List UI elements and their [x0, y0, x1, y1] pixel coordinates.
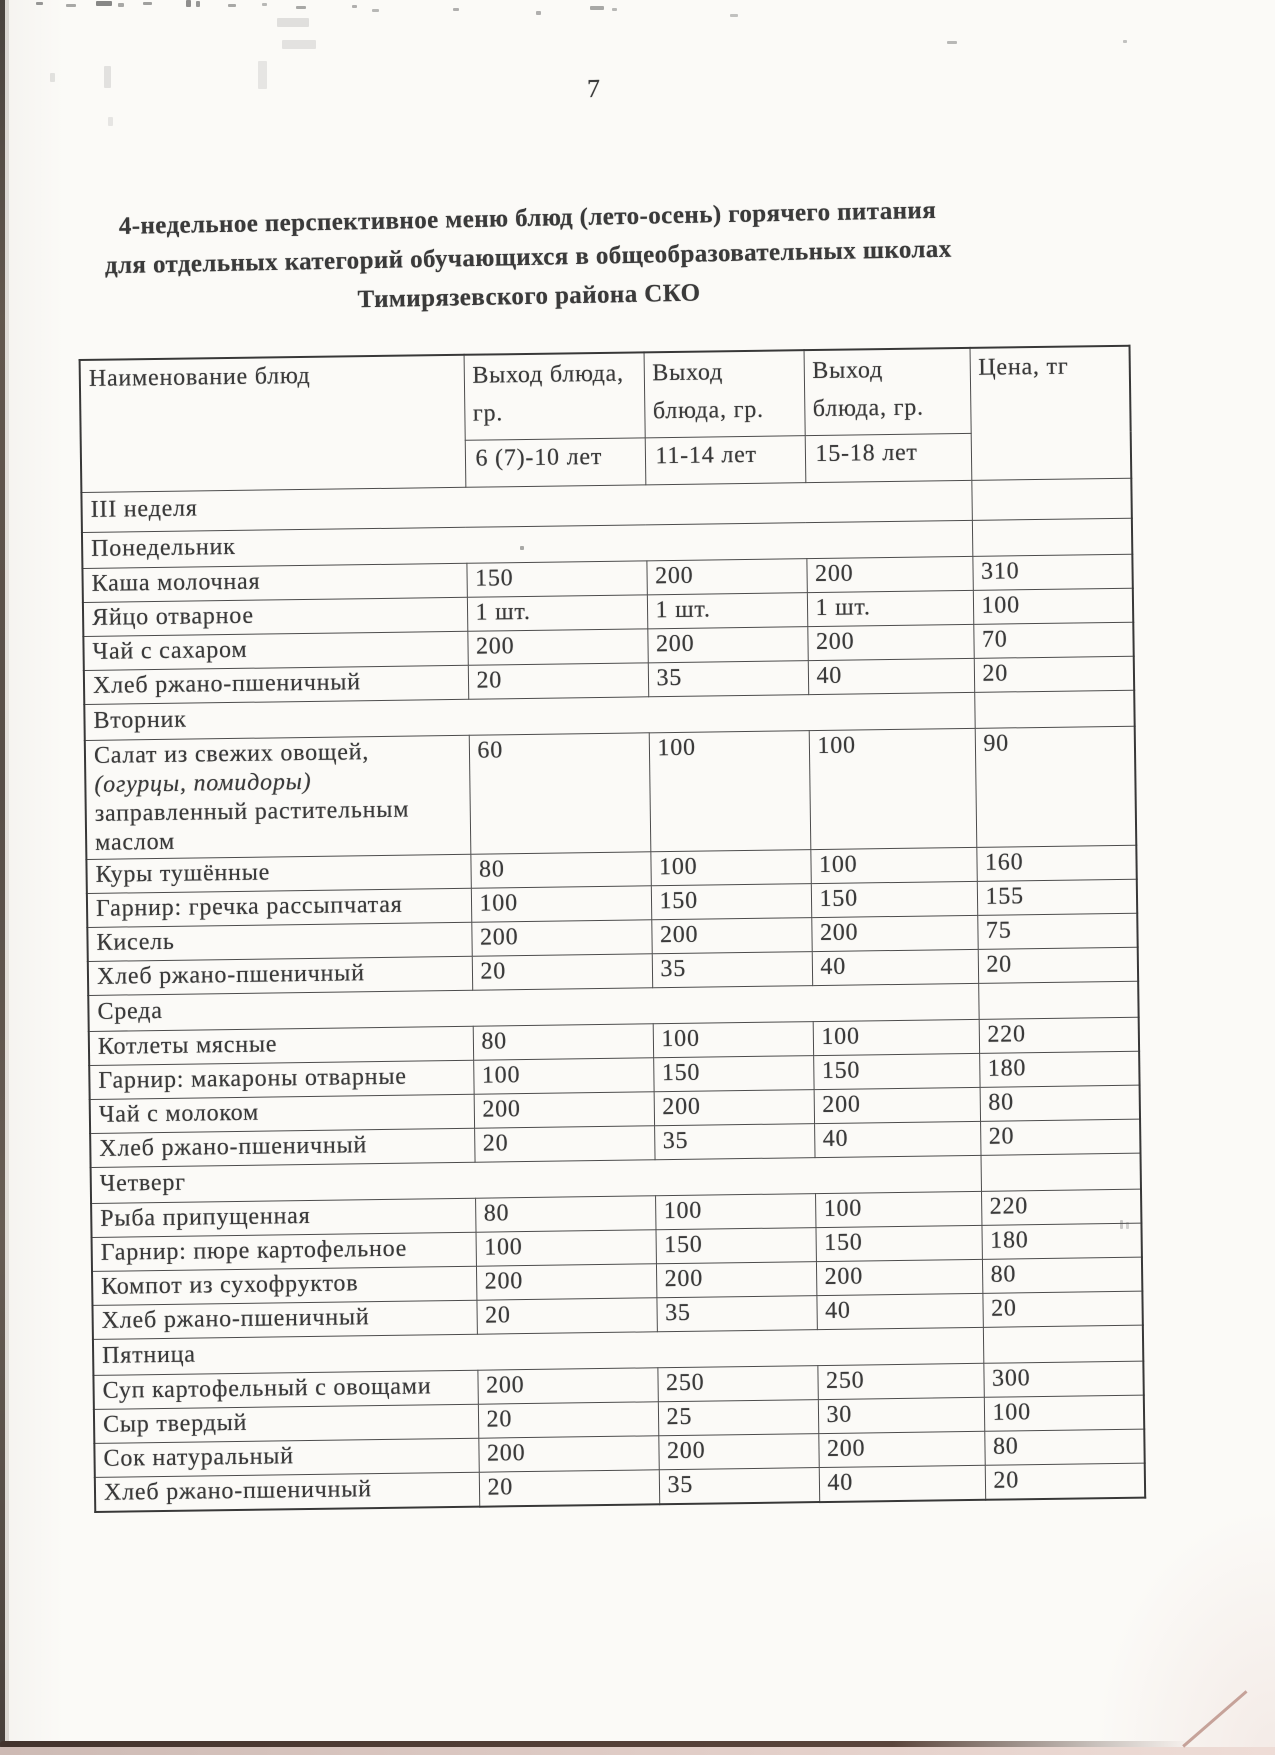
portion-cell-age2: 100 [655, 1194, 815, 1230]
scan-speck [196, 1, 200, 7]
dish-name-line: заправленный растительным [94, 796, 410, 827]
price-cell: 80 [982, 1257, 1142, 1293]
dish-name-cell: Гарнир: гречка рассыпчатая [87, 888, 471, 927]
dish-name-line: Салат из свежих овощей, [93, 739, 370, 769]
day-label-cell: Вторник [84, 692, 974, 740]
portion-cell-age3: 100 [813, 1019, 979, 1055]
dish-name-cell: Куры тушённые [86, 854, 470, 893]
price-cell: 180 [981, 1223, 1141, 1259]
portion-cell-age2: 200 [646, 559, 806, 595]
dish-name-line: маслом [94, 828, 176, 856]
scan-speck [262, 3, 267, 6]
scan-speck [536, 11, 541, 15]
day-price-empty-cell [981, 1153, 1141, 1191]
price-cell: 20 [978, 947, 1138, 983]
portion-cell-age2: 150 [653, 1056, 813, 1092]
scan-speck [372, 9, 379, 12]
price-cell: 20 [980, 1119, 1140, 1155]
week-price-empty-cell [971, 478, 1132, 520]
dish-name-cell: Яйцо отварное [83, 597, 467, 636]
scan-speck [186, 0, 191, 7]
portion-cell-age3: 150 [811, 881, 977, 917]
col-header-output-age1: Выход блюда, гр. [464, 352, 645, 440]
portion-cell-age1: 80 [475, 1196, 655, 1232]
price-cell: 300 [983, 1361, 1143, 1397]
price-cell: 90 [975, 726, 1137, 847]
price-cell: 80 [980, 1085, 1140, 1121]
portion-cell-age3: 150 [815, 1225, 981, 1261]
scan-speck [277, 18, 309, 27]
portion-cell-age3: 30 [818, 1397, 984, 1433]
scan-speck [143, 2, 152, 5]
portion-cell-age1: 100 [471, 886, 651, 922]
scan-speck [36, 2, 43, 5]
menu-table [79, 345, 1147, 1513]
col-header-price: Цена, тг [970, 346, 1132, 481]
portion-cell-age2: 150 [651, 884, 811, 920]
dish-name-cell: Рыба припущенная [91, 1198, 475, 1237]
scan-speck [590, 6, 604, 10]
portion-cell-age1: 200 [476, 1264, 656, 1300]
price-cell: 220 [979, 1017, 1139, 1053]
price-cell: 220 [981, 1189, 1141, 1225]
portion-cell-age1: 200 [471, 920, 651, 956]
portion-cell-age3: 100 [809, 728, 977, 849]
scan-speck [50, 73, 55, 82]
dish-name-cell: Котлеты мясные [89, 1026, 473, 1065]
dish-name-cell: Суп картофельный с овощами [93, 1370, 477, 1409]
col-header-output-age3: Выход блюда, гр. [804, 348, 971, 436]
price-cell: 100 [973, 588, 1133, 624]
portion-cell-age3: 200 [807, 624, 973, 660]
scan-speck [66, 4, 76, 7]
dish-name-cell: Хлеб ржано-пшеничный [88, 956, 472, 995]
menu-table-body [81, 478, 1145, 1512]
scan-speck [1126, 1222, 1129, 1229]
scan-speck [104, 66, 111, 88]
portion-cell-age3: 1 шт. [807, 590, 973, 626]
portion-cell-age1: 20 [468, 663, 648, 699]
dish-name-line: (огурцы, помидоры) [94, 768, 312, 798]
price-cell: 20 [982, 1291, 1142, 1327]
dish-name-cell: Кисель [87, 922, 471, 961]
price-cell: 80 [984, 1429, 1144, 1465]
portion-cell-age1: 200 [477, 1368, 657, 1404]
portion-cell-age2: 1 шт. [647, 593, 807, 629]
portion-cell-age2: 200 [651, 918, 811, 954]
portion-cell-age1: 60 [469, 733, 651, 854]
scan-left-edge-shadow-soft [5, 0, 9, 1755]
portion-cell-age2: 200 [647, 627, 807, 663]
portion-cell-age2: 35 [654, 1124, 814, 1160]
portion-cell-age1: 150 [466, 561, 646, 597]
document-title-line-3: Тимирязевского района СКО [357, 279, 701, 314]
dish-name-cell: Хлеб ржано-пшеничный [84, 665, 468, 704]
portion-cell-age3: 200 [806, 556, 972, 592]
portion-cell-age2: 35 [648, 661, 808, 697]
portion-cell-age1: 100 [476, 1230, 656, 1266]
portion-cell-age3: 150 [813, 1053, 979, 1089]
scan-speck [730, 14, 738, 17]
portion-cell-age1: 80 [473, 1024, 653, 1060]
portion-cell-age3: 200 [811, 915, 977, 951]
portion-cell-age1: 20 [474, 1126, 654, 1162]
portion-cell-age2: 25 [658, 1400, 818, 1436]
portion-cell-age2: 200 [656, 1262, 816, 1298]
day-label-cell: Четверг [91, 1155, 981, 1203]
scan-speck [520, 546, 524, 550]
portion-cell-age3: 40 [814, 1121, 980, 1157]
portion-cell-age3: 40 [812, 949, 978, 985]
portion-cell-age1: 20 [472, 954, 652, 990]
portion-cell-age1: 200 [474, 1092, 654, 1128]
price-cell: 155 [977, 879, 1137, 915]
dish-name-cell: Каша молочная [82, 563, 466, 602]
scan-speck [228, 4, 236, 7]
dish-name-cell: Хлеб ржано-пшеничный [92, 1300, 476, 1339]
portion-cell-age3: 100 [810, 847, 976, 883]
scan-speck [352, 5, 357, 8]
document-title [27, 189, 1029, 326]
portion-cell-age2: 35 [659, 1468, 819, 1505]
week-label-cell: III неделя [81, 480, 971, 532]
dish-name-cell: Компот из сухофруктов [92, 1266, 476, 1305]
scan-speck [453, 8, 459, 11]
day-price-empty-cell [972, 518, 1132, 556]
scan-speck [282, 40, 316, 49]
portion-cell-age1: 200 [467, 629, 647, 665]
portion-cell-age3: 40 [808, 658, 974, 694]
portion-cell-age1: 80 [470, 852, 650, 888]
portion-cell-age2: 35 [652, 952, 812, 988]
col-header-age-group-2: 11-14 лет [645, 436, 806, 485]
scan-speck [1123, 40, 1127, 43]
day-label-cell: Среда [88, 983, 978, 1031]
portion-cell-age3: 200 [818, 1431, 984, 1467]
header-row-output [80, 346, 1131, 446]
day-price-empty-cell [983, 1325, 1143, 1363]
col-header-age-group-3: 15-18 лет [805, 433, 972, 482]
dish-name-cell: Хлеб ржано-пшеничный [90, 1128, 474, 1167]
document-title-line-1: 4-недельное перспективное меню блюд (лето-осень) горячего питания [118, 196, 937, 240]
dish-name-cell: Чай с сахаром [83, 631, 467, 670]
scan-speck [96, 1, 112, 6]
price-cell: 160 [976, 845, 1136, 881]
portion-cell-age3: 250 [817, 1363, 983, 1399]
scan-speck [296, 6, 306, 9]
portion-cell-age1: 20 [476, 1298, 656, 1334]
document-title-line-2: для отдельных категорий обучающихся в общеобразовательных школах [104, 235, 952, 280]
dish-name-cell: Чай с молоком [90, 1094, 474, 1133]
dish-name-cell [85, 735, 471, 859]
price-cell: 20 [985, 1463, 1145, 1500]
portion-cell-age1: 200 [478, 1436, 658, 1472]
dish-name-cell: Хлеб ржано-пшеничный [95, 1472, 479, 1512]
col-header-output-age2: Выход блюда, гр. [644, 350, 805, 438]
dish-name-cell: Сок натуральный [94, 1438, 478, 1477]
portion-cell-age1: 100 [473, 1058, 653, 1094]
price-cell: 70 [973, 622, 1133, 658]
portion-cell-age2: 100 [650, 850, 810, 886]
dish-name-cell: Гарнир: пюре картофельное [92, 1232, 476, 1271]
portion-cell-age1: 20 [479, 1470, 659, 1507]
portion-cell-age3: 40 [819, 1465, 985, 1502]
price-cell: 75 [977, 913, 1137, 949]
scan-bottom-edge-tint [0, 1747, 1275, 1755]
portion-cell-age1: 20 [478, 1402, 658, 1438]
portion-cell-age3: 40 [816, 1293, 982, 1329]
scan-speck [947, 41, 957, 44]
scan-speck [612, 8, 617, 11]
day-label-cell: Понедельник [82, 520, 972, 568]
portion-cell-age2: 150 [655, 1228, 815, 1264]
dish-name-cell: Сыр твердый [94, 1404, 478, 1443]
scan-speck [1120, 1220, 1123, 1229]
day-label-cell: Пятница [93, 1327, 983, 1375]
portion-cell-age2: 250 [657, 1366, 817, 1402]
portion-cell-age3: 200 [814, 1087, 980, 1123]
day-price-empty-cell [978, 981, 1138, 1019]
menu-row [85, 726, 1137, 859]
portion-cell-age2: 35 [656, 1296, 816, 1332]
price-cell: 100 [984, 1395, 1144, 1431]
page-number: 7 [586, 73, 601, 104]
dish-name-cell: Гарнир: макароны отварные [89, 1060, 473, 1099]
scan-speck [118, 3, 124, 7]
portion-cell-age1: 1 шт. [467, 595, 647, 631]
scan-speck [258, 61, 267, 89]
portion-cell-age2: 200 [654, 1090, 814, 1126]
portion-cell-age2: 100 [653, 1022, 813, 1058]
day-price-empty-cell [974, 690, 1134, 728]
portion-cell-age2: 200 [658, 1434, 818, 1470]
price-cell: 310 [972, 554, 1132, 590]
col-header-dish-name: Наименование блюд [80, 355, 466, 493]
price-cell: 20 [974, 656, 1134, 692]
price-cell: 180 [979, 1051, 1139, 1087]
col-header-age-group-1: 6 (7)-10 лет [465, 438, 646, 487]
portion-cell-age3: 200 [816, 1259, 982, 1295]
scan-speck [108, 117, 113, 126]
portion-cell-age3: 100 [815, 1191, 981, 1227]
portion-cell-age2: 100 [649, 731, 811, 852]
menu-table-header [80, 346, 1132, 493]
